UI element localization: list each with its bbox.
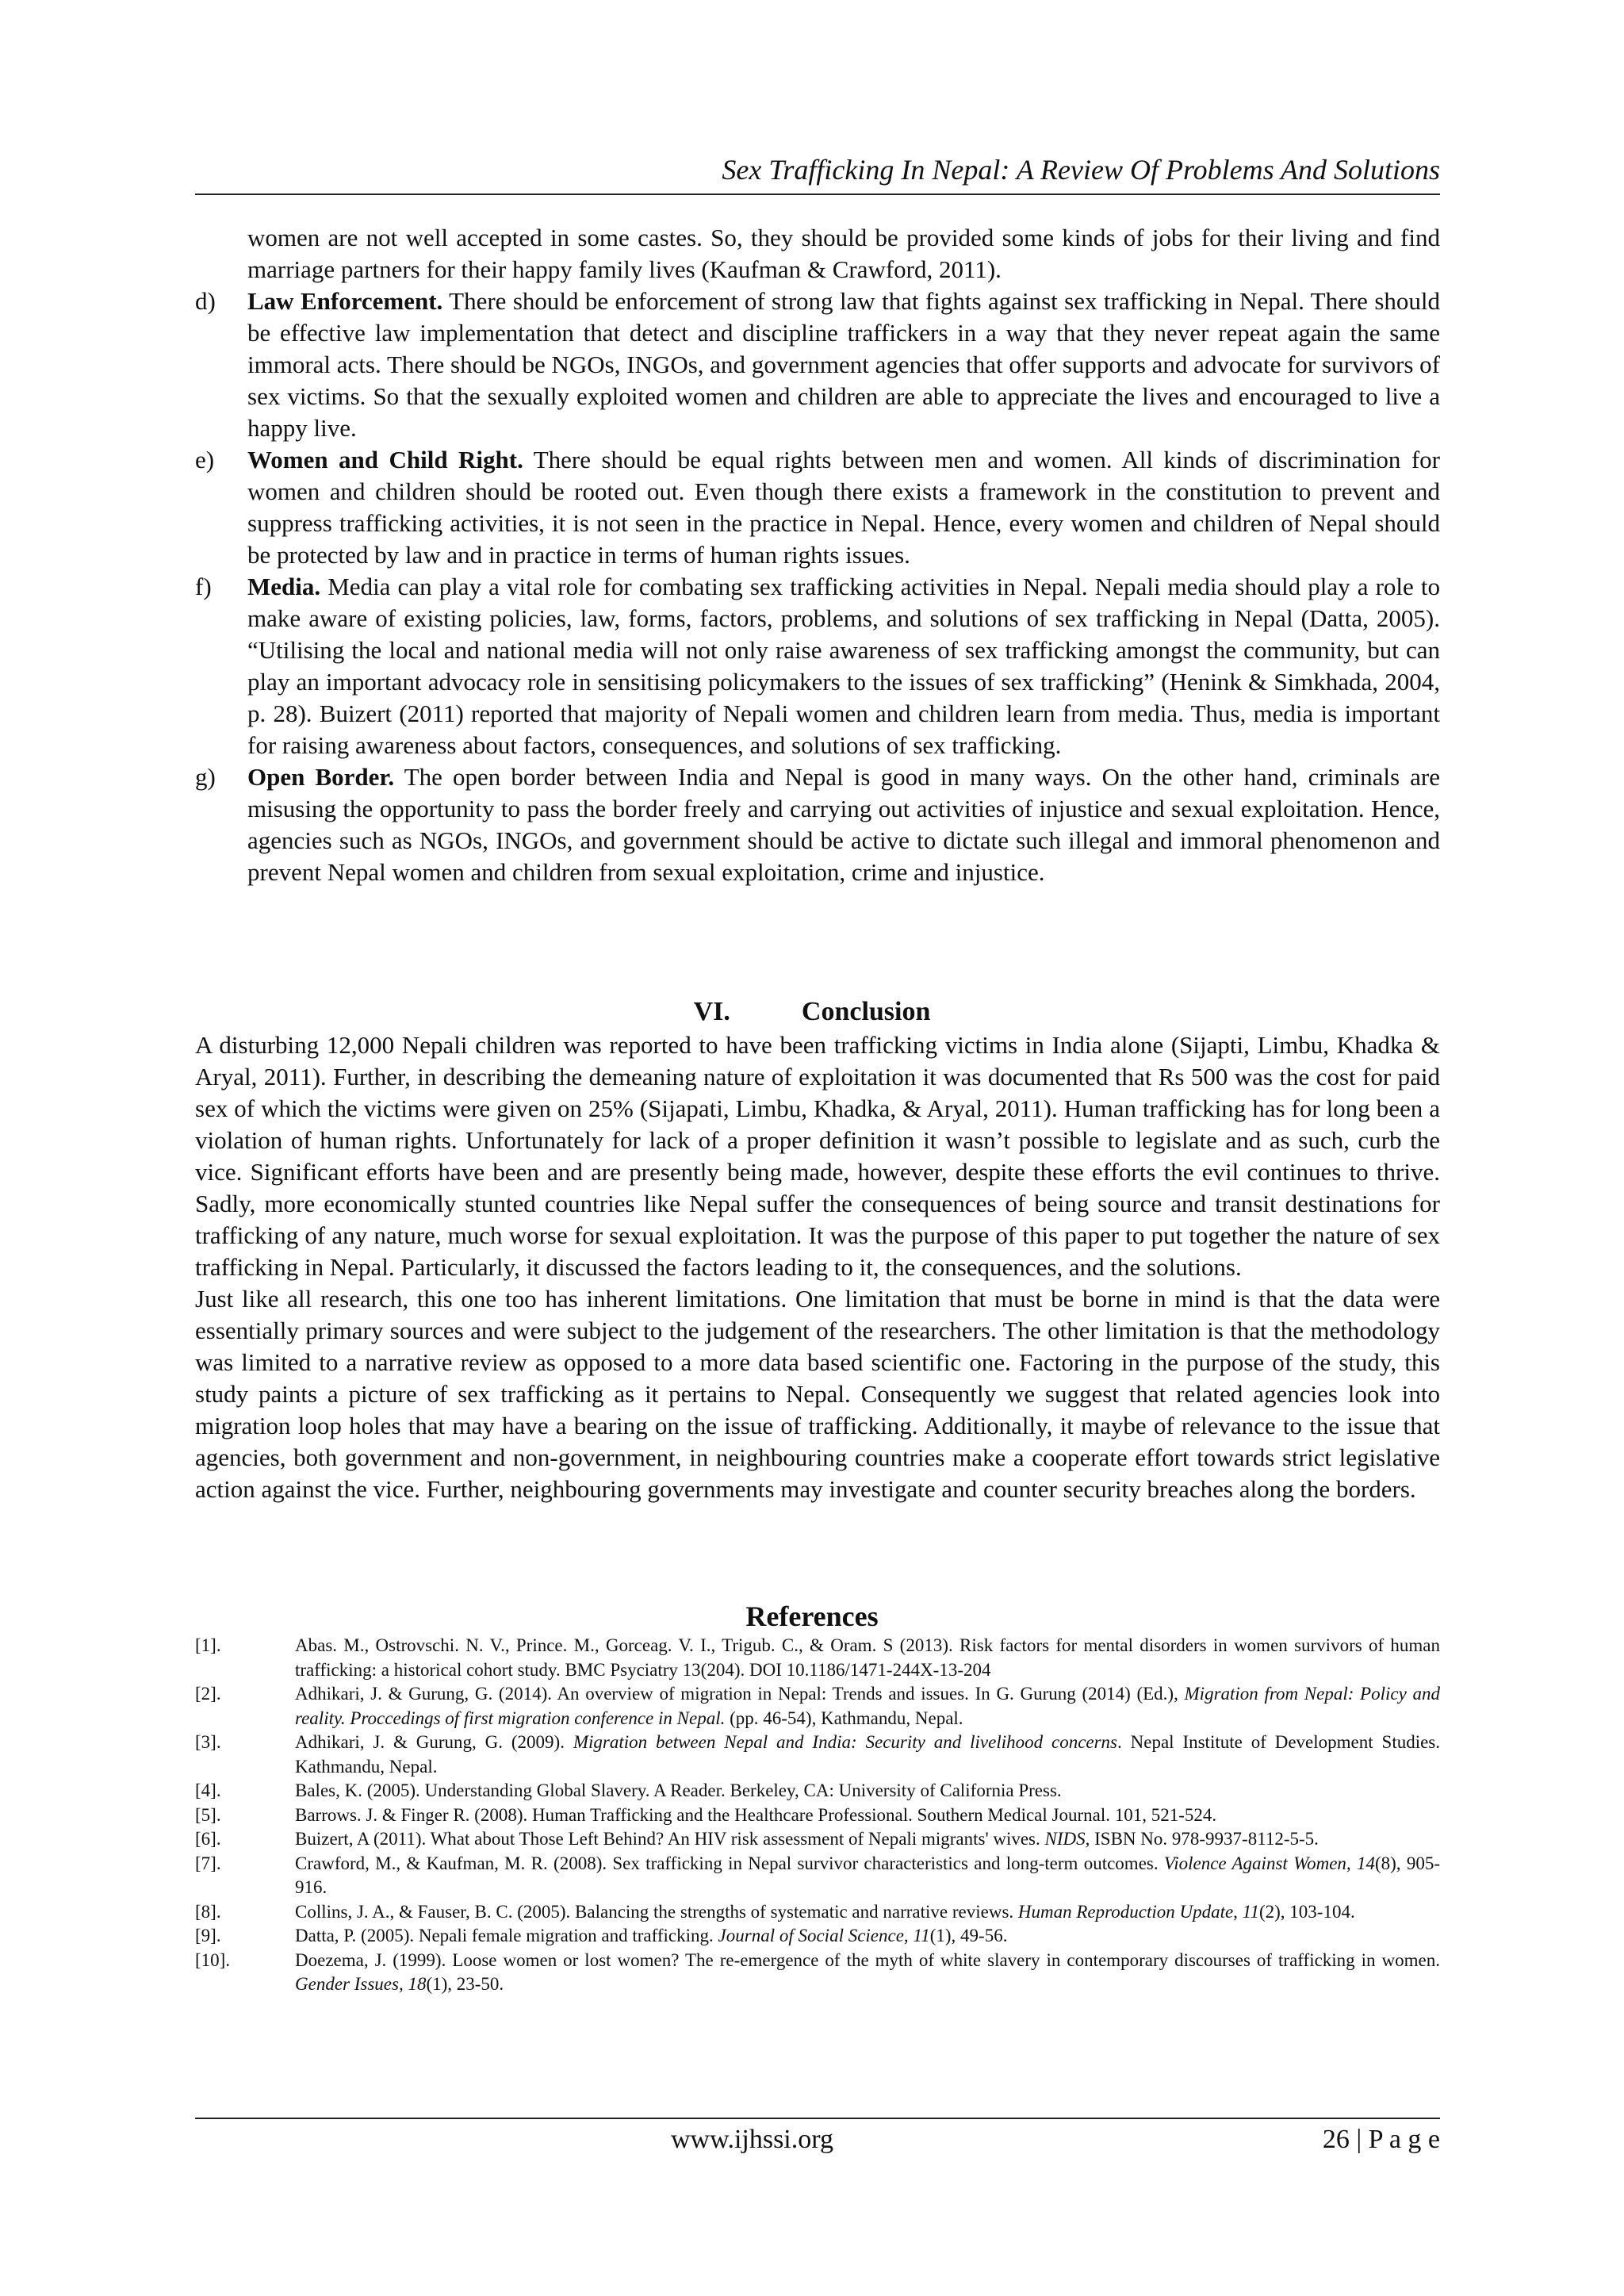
reference-italic: Migration from Nepal: Policy and reality. Proccedings of first migration conference in Nepal. [295, 1684, 1440, 1728]
reference-number: [6]. [195, 1829, 221, 1849]
list-item-title: Media. [247, 573, 321, 600]
references-heading: References [745, 1600, 879, 1632]
footer-url-link[interactable]: www.ijhssi.org [671, 2125, 833, 2154]
running-header: Sex Trafficking In Nepal: A Review Of Problems And Solutions [722, 154, 1440, 186]
reference-number: [7]. [195, 1853, 221, 1873]
list-item-text: Media can play a vital role for combating sex trafficking activities in Nepal. Nepali media should play a role to make aware of existing policies, law, forms, factors, problems, and solutions of sex trafficking in Nepal (Datta, 2005). “Utilising the local and national media will not only raise awareness of sex trafficking amongst the community, but can play an important advocacy role in sensitising policymakers to the issues of sex trafficking” (Henink & Simkhada, 2004, p. 28). Buizert (2011) reported that majority of Nepali women and children learn from media. Thus, media is important for raising awareness about factors, consequences, and solutions of sex trafficking. [247, 573, 1440, 759]
conclusion-paragraph: Just like all research, this one too has inherent limitations. One limitation that must be borne in mind is that the data were essentially primary sources and were subject to the judgement of the researchers. The other limitation is that the methodology was limited to a narrative review as opposed to a more data based scientific one. Factoring in the purpose of the study, this study paints a picture of sex trafficking as it pertains to Nepal. Consequently we suggest that related agencies look into migration loop holes that may have a bearing on the issue of trafficking. Additionally, it maybe of relevance to the issue that agencies, both government and non-government, in neighbouring countries make a cooperate effort towards strict legislative action against the vice. Further, neighbouring governments may investigate and counter security breaches along the borders. [195, 1285, 1440, 1503]
reference-text: Barrows. J. & Finger R. (2008). Human Trafficking and the Healthcare Professional. Southern Medical Journal. 101, 521-524. [295, 1804, 1217, 1825]
references-list [195, 1634, 1440, 1997]
reference-text: Abas. M., Ostrovschi. N. V., Prince. M., Gorceag. V. I., Trigub. C., & Oram. S (2013). Risk factors for mental disorders in women survivors of human trafficking: a historical cohort study. BMC Psyciatry 13(204). DOI 10.1186/1471-244X-13-204 [295, 1635, 1440, 1680]
reference-item [195, 1924, 1440, 1949]
list-marker: d) [195, 287, 216, 315]
reference-text: Collins, J. A., & Fauser, B. C. (2005). Balancing the strengths of systematic and narrative reviews. [295, 1901, 1018, 1922]
list-item-text: There should be enforcement of strong law that fights against sex trafficking in Nepal. There should be effective law implementation that detect and discipline traffickers in a way that they never repeat again the same immoral acts. There should be NGOs, INGOs, and government agencies that offer supports and advocate for survivors of sex victims. So that the sexually exploited women and children are able to appreciate the lives and encouraged to live a happy live. [247, 287, 1440, 442]
reference-item [195, 1731, 1440, 1779]
list-marker: g) [195, 763, 216, 791]
list-item-text: There should be equal rights between men and women. All kinds of discrimination for women and children should be rooted out. Even though there exists a framework in the constitution to prevent and suppress trafficking activities, it is not seen in the practice in Nepal. Hence, every women and children of Nepal should be protected by law and in practice in terms of human rights issues. [247, 446, 1440, 569]
reference-text: ISBN No. 978-9937-8112-5-5. [1090, 1829, 1319, 1849]
reference-item [195, 1634, 1440, 1682]
reference-text: Buizert, A (2011). What about Those Left Behind? An HIV risk assessment of Nepali migrants' wives. [295, 1829, 1045, 1849]
reference-text: Adhikari, J. & Gurung, G. (2009). [295, 1732, 573, 1752]
list-item [195, 571, 1440, 761]
reference-text: Datta, P. (2005). Nepali female migration and trafficking. [295, 1926, 718, 1945]
reference-item [195, 1682, 1440, 1731]
list-item [195, 444, 1440, 571]
reference-text: (1), 23-50. [426, 1974, 504, 1994]
reference-number: [2]. [195, 1684, 221, 1704]
section-heading [0, 995, 1624, 1029]
list-item-title: Open Border. [247, 763, 395, 791]
conclusion-paragraph: A disturbing 12,000 Nepali children was reported to have been trafficking victims in India alone (Sijapti, Limbu, Khadka & Aryal, 2011). Further, in describing the demeaning nature of exploitation it was documented that Rs 500 was the cost for paid sex of which the victims were given on 25% (Sijapati, Limbu, Khadka, & Aryal, 2011). Human trafficking has for long been a violation of human rights. Unfortunately for lack of a proper definition it wasn’t possible to legislate and as such, curb the vice. Significant efforts have been and are presently being made, however, despite these efforts the evil continues to thrive. Sadly, more economically stunted countries like Nepal suffer the consequences of being source and transit destinations for trafficking of any nature, much worse for sexual exploitation. It was the purpose of this paper to put together the nature of sex trafficking in Nepal. Particularly, it discussed the factors leading to it, the consequences, and the solutions. [195, 1031, 1440, 1281]
reference-text: Bales, K. (2005). Understanding Global Slavery. A Reader. Berkeley, CA: University of California Press. [295, 1780, 1062, 1800]
list-marker: f) [195, 573, 212, 600]
list-marker: e) [195, 446, 215, 473]
reference-text: (1), 49-56. [929, 1926, 1008, 1945]
solutions-list [195, 286, 1440, 888]
reference-number: [3]. [195, 1732, 221, 1752]
reference-item [195, 1852, 1440, 1900]
reference-number: [8]. [195, 1901, 221, 1922]
reference-text: . Nepal Institute of Development Studies. Kathmandu, Nepal. [295, 1732, 1441, 1777]
reference-number: [9]. [195, 1926, 221, 1945]
reference-text: Adhikari, J. & Gurung, G. (2014). An overview of migration in Nepal: Trends and issues. In G. Gurung (2014) (Ed.), [295, 1684, 1185, 1704]
reference-item [195, 1900, 1440, 1925]
reference-text: Crawford, M., & Kaufman, M. R. (2008). Sex trafficking in Nepal survivor characteristics and long-term outcomes. [295, 1853, 1164, 1873]
list-item [195, 761, 1440, 888]
reference-italic: Migration between Nepal and India: Security and livelihood concerns [573, 1732, 1118, 1752]
reference-item [195, 1949, 1440, 1997]
reference-text: (pp. 46-54), Kathmandu, Nepal. [725, 1708, 963, 1728]
reference-italic: Violence Against Women, 14 [1163, 1853, 1375, 1873]
reference-text: (2), 103-104. [1258, 1901, 1355, 1922]
conclusion-body [195, 1029, 1440, 1505]
list-item-text: The open border between India and Nepal is good in many ways. On the other hand, criminals are misusing the opportunity to pass the border freely and carrying out activities of injustice and sexual exploitation. Hence, agencies such as NGOs, INGOs, and government should be active to dictate such illegal and immoral phenomenon and prevent Nepal women and children from sexual exploitation, crime and injustice. [247, 763, 1441, 886]
reference-text: (8), 905-916. [295, 1853, 1440, 1897]
reference-number: [4]. [195, 1780, 221, 1800]
reference-italic: Gender Issues, 18 [295, 1974, 427, 1994]
page-number: 26 | P a g e [1322, 2125, 1440, 2154]
reference-item [195, 1827, 1440, 1852]
header-rule [195, 194, 1440, 195]
list-item-title: Women and Child Right. [247, 446, 523, 473]
continuation-paragraph: women are not well accepted in some castes. So, they should be provided some kinds of jobs for their living and find marriage partners for their happy family lives (Kaufman & Crawford, 2011). [247, 224, 1440, 283]
footer-rule [195, 2118, 1440, 2119]
reference-italic: Journal of Social Science, 11 [718, 1926, 930, 1945]
list-item-title: Law Enforcement. [247, 287, 443, 315]
reference-number: [5]. [195, 1804, 221, 1825]
reference-italic: NIDS, [1044, 1829, 1090, 1849]
reference-italic: Human Reproduction Update, 11 [1017, 1901, 1259, 1922]
list-item [195, 286, 1440, 444]
reference-number: [10]. [195, 1949, 231, 1970]
reference-number: [1]. [195, 1635, 221, 1655]
reference-item [195, 1779, 1440, 1803]
section-title: Conclusion [801, 997, 931, 1026]
reference-item [195, 1803, 1440, 1828]
section-number: VI. [693, 997, 730, 1026]
reference-text: Doezema, J. (1999). Loose women or lost women? The re-emergence of the myth of white slavery in contemporary discourses of trafficking in women. [295, 1949, 1440, 1970]
